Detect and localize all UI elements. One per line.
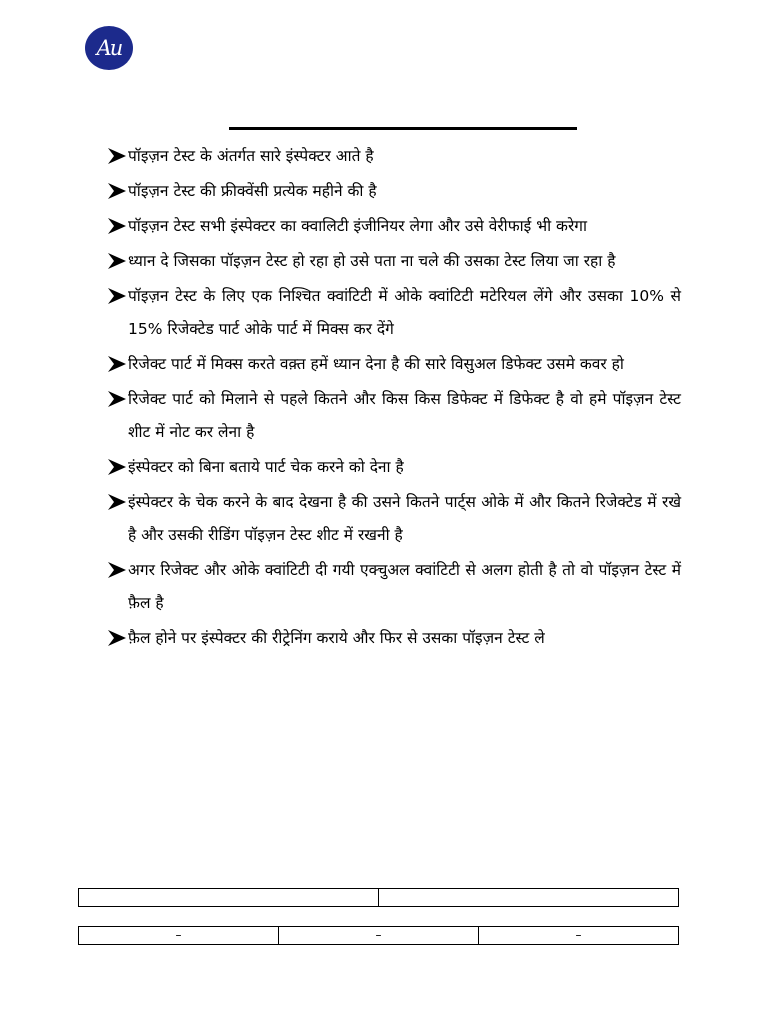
table-cell	[79, 889, 379, 907]
list-item	[106, 245, 681, 278]
list-item	[106, 210, 681, 243]
table-cell	[379, 889, 679, 907]
table-row	[79, 927, 679, 945]
table-cell: –	[79, 927, 279, 945]
company-logo	[85, 26, 133, 70]
arrow-bullet-icon	[106, 210, 128, 243]
bullet-text: इंस्पेक्टर को बिना बताये पार्ट चेक करने को देना है	[128, 458, 404, 476]
bullet-text: पॉइज़न टेस्ट सभी इंस्पेक्टर का क्वालिटी इंजीनियर लेगा और उसे वेरीफाई भी करेगा	[128, 217, 588, 235]
bullet-text: इंस्पेक्टर के चेक करने के बाद देखना है की उसने कितने पार्ट्स ओके में और कितने रिजेक्टेड में रखे है और उसकी रीडिंग पॉइज़न टेस्ट शीट में रखनी है	[128, 493, 681, 544]
title-underline	[229, 127, 577, 130]
list-item	[106, 280, 681, 346]
arrow-bullet-icon	[106, 348, 128, 381]
arrow-bullet-icon	[106, 175, 128, 208]
logo-text: Au	[96, 36, 122, 60]
bullet-text: रिजेक्ट पार्ट को मिलाने से पहले कितने और किस किस डिफेक्ट में डिफेक्ट है वो हमे पॉइज़न टेस्ट शीट में नोट कर लेना है	[128, 390, 681, 441]
table-cell: –	[479, 927, 679, 945]
arrow-bullet-icon	[106, 280, 128, 313]
arrow-bullet-icon	[106, 486, 128, 519]
arrow-bullet-icon	[106, 451, 128, 484]
list-item	[106, 451, 681, 484]
bullet-list	[106, 140, 681, 657]
bullet-text: फ़ैल होने पर इंस्पेक्टर की रीट्रेनिंग कराये और फिर से उसका पॉइज़न टेस्ट ले	[128, 629, 545, 647]
bullet-text: ध्यान दे जिसका पॉइज़न टेस्ट हो रहा हो उसे पता ना चले की उसका टेस्ट लिया जा रहा है	[128, 252, 616, 270]
footer-table-top	[78, 888, 679, 907]
bullet-text: पॉइज़न टेस्ट के लिए एक निश्चित क्वांटिटी में ओके क्वांटिटी मटेरियल लेंगे और उसका 10% से 15% रिजेक्टेड पार्ट ओके पार्ट में मिक्स कर देंगे	[128, 287, 681, 338]
arrow-bullet-icon	[106, 622, 128, 655]
footer-table-bottom	[78, 926, 679, 945]
list-item	[106, 348, 681, 381]
list-item	[106, 383, 681, 449]
list-item	[106, 175, 681, 208]
bullet-text: पॉइज़न टेस्ट के अंतर्गत सारे इंस्पेक्टर आते है	[128, 147, 374, 165]
arrow-bullet-icon	[106, 554, 128, 587]
arrow-bullet-icon	[106, 383, 128, 416]
table-cell: –	[279, 927, 479, 945]
bullet-text: अगर रिजेक्ट और ओके क्वांटिटी दी गयी एक्चुअल क्वांटिटी से अलग होती है तो वो पॉइज़न टेस्ट में फ़ैल है	[128, 561, 681, 612]
bullet-text: रिजेक्ट पार्ट में मिक्स करते वक़्त हमें ध्यान देना है की सारे विसुअल डिफेक्ट उसमे कवर हो	[128, 355, 624, 373]
arrow-bullet-icon	[106, 140, 128, 173]
list-item	[106, 486, 681, 552]
table-row	[79, 889, 679, 907]
arrow-bullet-icon	[106, 245, 128, 278]
bullet-text: पॉइज़न टेस्ट की फ्रीक्वेंसी प्रत्येक महीने की है	[128, 182, 377, 200]
list-item	[106, 622, 681, 655]
list-item	[106, 140, 681, 173]
list-item	[106, 554, 681, 620]
